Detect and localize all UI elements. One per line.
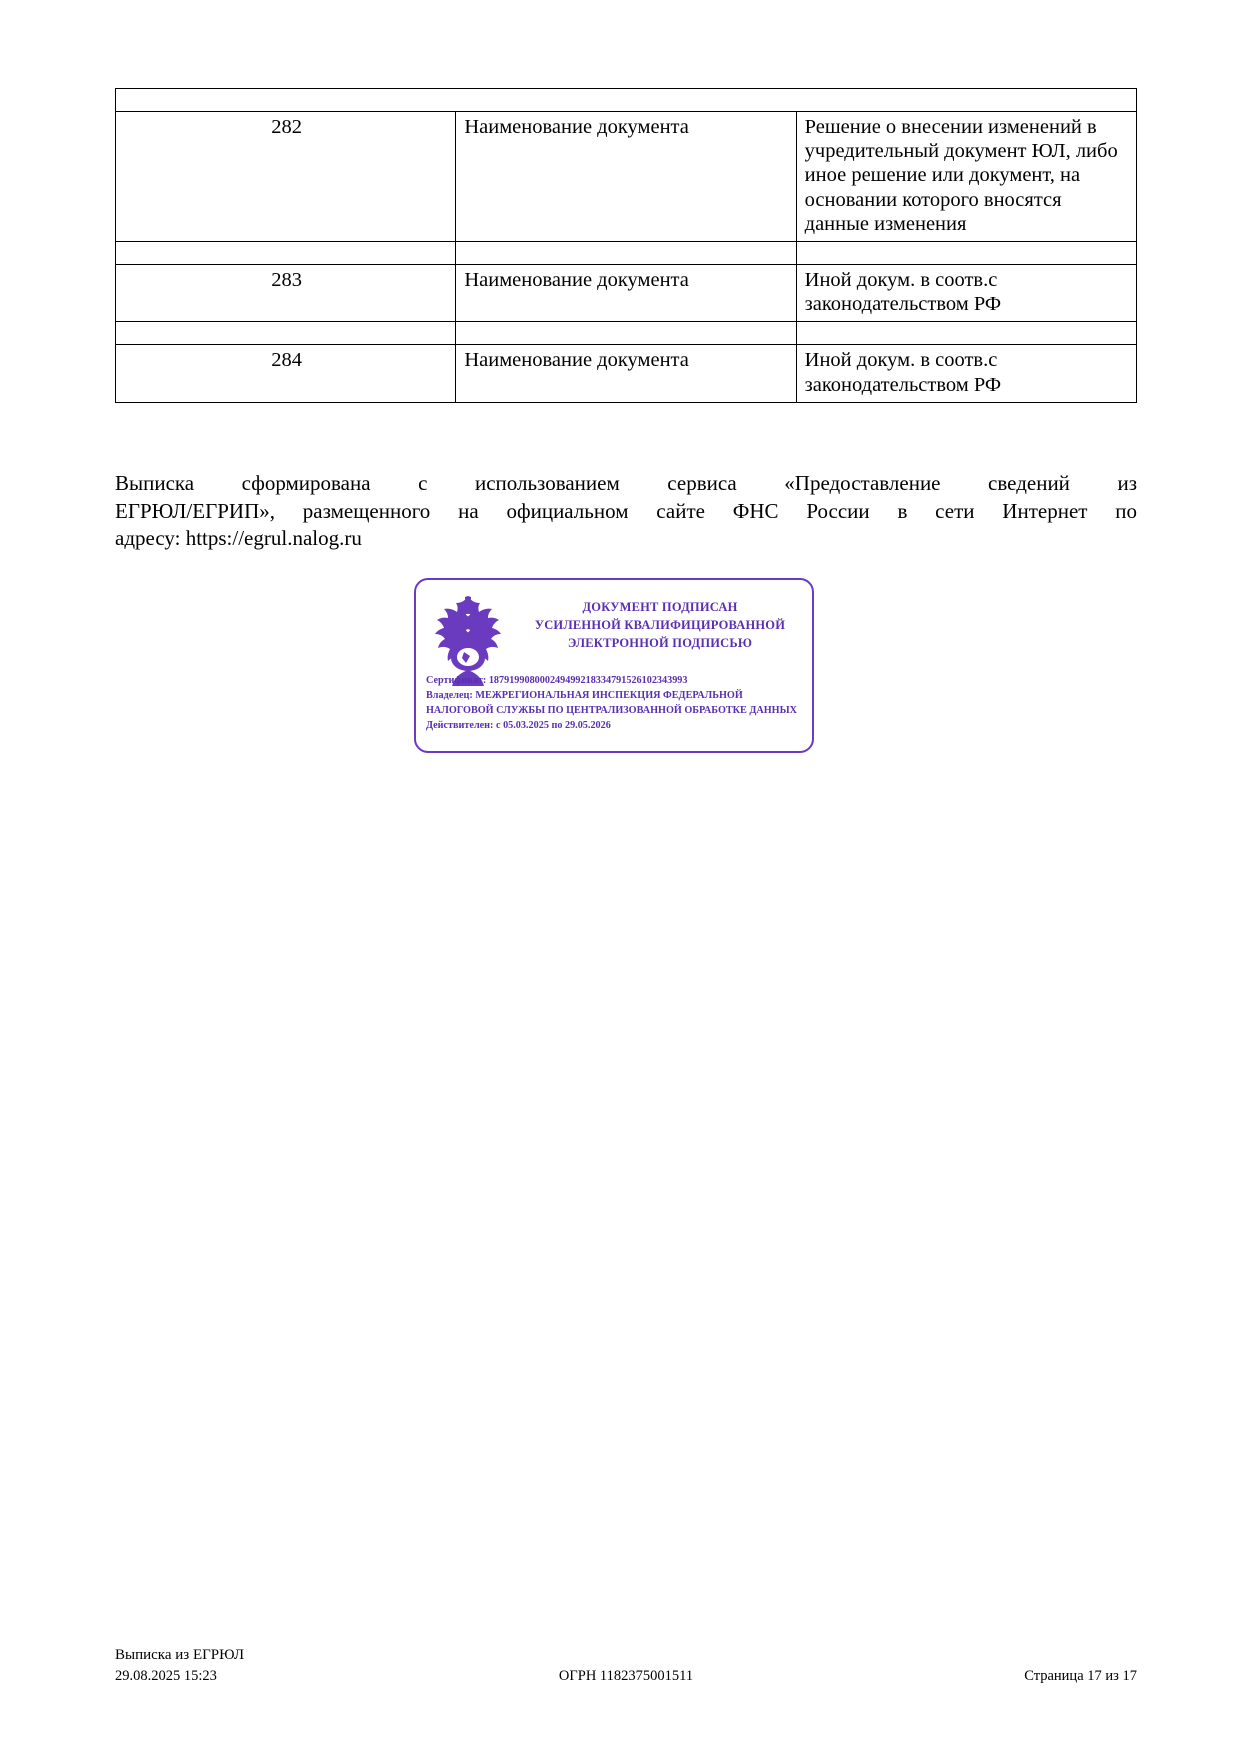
stamp-certificate-label: Сертификат:: [426, 675, 487, 686]
stamp-owner-label: Владелец:: [426, 690, 473, 702]
documents-table: [115, 88, 1137, 403]
stamp-certificate: [426, 674, 806, 688]
stamp-certificate-value: 187919908000249499218334791526102343993: [488, 675, 688, 686]
footer-row: [115, 1667, 1137, 1687]
stamp-title-line-3: ЭЛЕКТРОННОЙ ПОДПИСЬЮ: [567, 636, 753, 651]
spacer-cell-num: [116, 322, 456, 345]
footer-title: Выписка из ЕГРЮЛ: [115, 1647, 244, 1663]
table-row: [116, 345, 1137, 402]
row-number: 284: [116, 345, 456, 402]
service-note-line-3: адресу: https://egrul.nalog.ru: [115, 526, 362, 551]
row-value: Иной докум. в соотв.с законодательством РФ: [796, 264, 1136, 321]
stamp-validity: [426, 719, 806, 733]
spacer-cell-value: [796, 241, 1136, 264]
page-footer: [115, 1645, 1137, 1687]
service-note: [115, 470, 1137, 553]
row-number: 282: [116, 112, 456, 242]
stamp-validity-value: с 05.03.2025 по 29.05.2026: [496, 720, 611, 732]
stamp-owner: [426, 689, 806, 718]
table-spacer-row: [116, 241, 1137, 264]
table-row: [116, 264, 1137, 321]
spacer-cell-label: [456, 241, 796, 264]
electronic-signature-stamp: [414, 578, 814, 753]
service-note-line-2: ЕГРЮЛ/ЕГРИП», размещенного на официальном сайте ФНС России в сети Интернет по: [115, 498, 1137, 523]
stamp-validity-label: Действителен:: [426, 720, 494, 732]
row-label: Наименование документа: [456, 112, 796, 242]
footer-page-number: Страница 17 из 17: [1024, 1668, 1137, 1685]
row-value: Решение о внесении изменений в учредительный документ ЮЛ, либо иное решение или документ, на основании которого вносятся данные изменения: [796, 112, 1136, 242]
table-spacer-row: [116, 322, 1137, 345]
row-label: Наименование документа: [456, 264, 796, 321]
stamp-title: [514, 598, 806, 652]
row-label: Наименование документа: [456, 345, 796, 402]
table-row: [116, 112, 1137, 242]
table-top-strip-cell: [116, 89, 1137, 112]
stamp-title-line-2: УСИЛЕННОЙ КВАЛИФИЦИРОВАННОЙ: [534, 618, 786, 633]
stamp-owner-value: МЕЖРЕГИОНАЛЬНАЯ ИНСПЕКЦИЯ ФЕДЕРАЛЬНОЙ НАЛОГОВОЙ СЛУЖБЫ ПО ЦЕНТРАЛИЗОВАННОЙ ОБРАБОТКЕ ДАННЫХ: [426, 690, 797, 716]
row-value: Иной докум. в соотв.с законодательством РФ: [796, 345, 1136, 402]
spacer-cell-label: [456, 322, 796, 345]
row-number: 283: [116, 264, 456, 321]
spacer-cell-num: [116, 241, 456, 264]
service-note-line-1: Выписка сформирована с использованием сервиса «Предоставление сведений из: [115, 471, 1137, 495]
spacer-cell-value: [796, 322, 1136, 345]
stamp-title-line-1: ДОКУМЕНТ ПОДПИСАН: [582, 600, 738, 614]
footer-datetime: 29.08.2025 15:23: [115, 1668, 217, 1685]
table-top-strip: [116, 89, 1137, 112]
stamp-details: [426, 674, 806, 735]
footer-ogrn: ОГРН 1182375001511: [558, 1668, 694, 1685]
